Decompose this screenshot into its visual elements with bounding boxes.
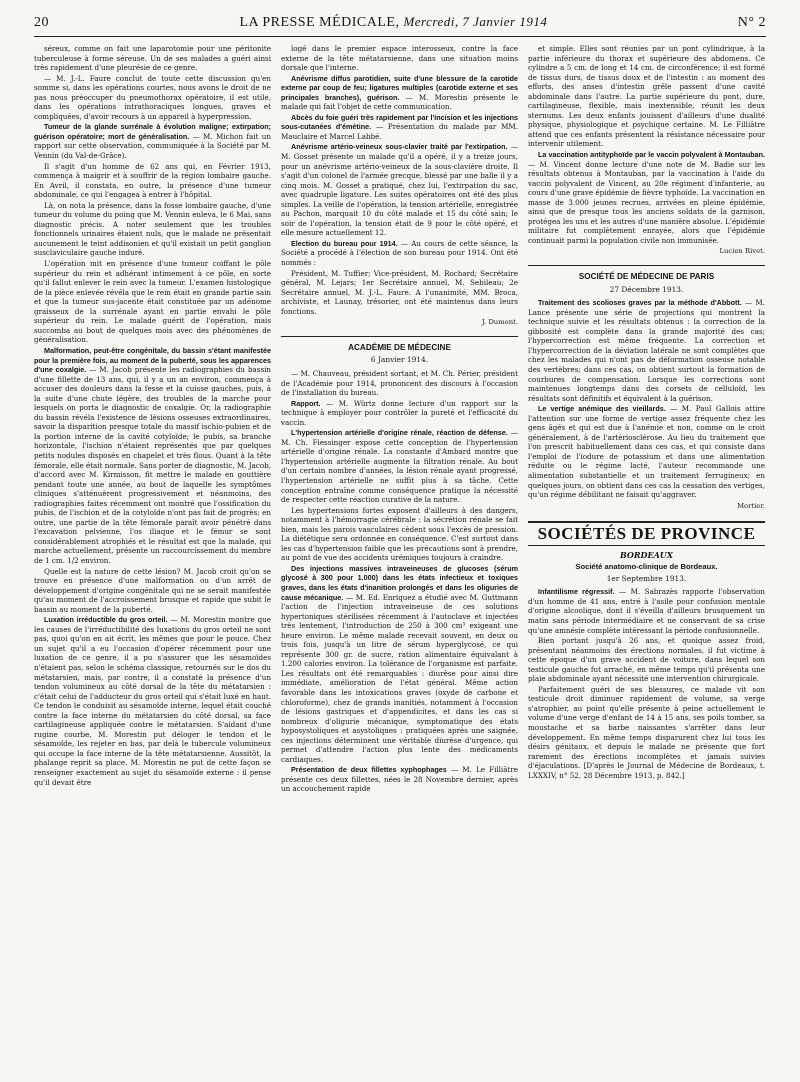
column-3 [528, 44, 765, 1074]
article-text: — M. Le Filliâtre présente ces deux fillettes, nées le 28 Novembre dernier, après un accouchement rapide [281, 765, 518, 794]
article-text: Bien portant jusqu'à 26 ans, et quoique assez froid, présentant néanmoins des érections normales, il fut victime à cette époque d'un grave accident de voiture, dans lequel son testicule gauche fut arraché, en même temps qu'il présenta une plaie abdominale ayant nécessité une intervention chirurgicale. [528, 636, 765, 684]
column-2-articles [281, 44, 518, 316]
article-paragraph [281, 44, 518, 73]
page-header [34, 14, 766, 37]
article-text: — M. Morestin présente le malade qui fait l'objet de cette communication. [281, 92, 518, 112]
article-paragraph [34, 615, 271, 787]
paris-articles [528, 298, 765, 499]
column-1 [34, 44, 271, 1074]
article-text: — M. Vincent donne lecture d'une note de M. Badie sur les résultats obtenus à Montauban, par la vaccination à l'aide du vaccin polyvalent de Vincent, au 20e régiment d'infanterie, au cours d'une grave épidémie de fièvre typhoïde. La vaccination en masse de 3.000 jeunes recrues, arrivées en pleine épidémie, ainsi que de presque tous les anciens soldats de la garnison, protégea les uns et les autres d'une manière absolue. L'épidémie militaire fut complètement enrayée, alors que l'épidémie continuait parmi la population civile non immunisée. [528, 159, 765, 245]
article-paragraph [281, 369, 518, 398]
article-paragraph [528, 636, 765, 684]
article-text: L'opération mit en présence d'une tumeur coiffant le pôle supérieur du rein et adhérant intimement à ce pôle, en sorte qu'il fallut enlever le rein avec la tumeur. L'examen histologique de la pièce enlevée révéla que le rein était en grande partie sain et que la tumeur sus-jacente était constituée par un adénome graisseux de la surrénale ayant en partie envahi le pôle supérieur du rein. Le malade guérit de l'opération, mais succomba au bout de quelques mois avec des phénomènes de généralisation. [34, 259, 271, 345]
article-heading: Traitement des scolioses graves par la méthode d'Abbott. [538, 298, 742, 308]
article-heading: Infantilisme régressif. [538, 587, 615, 597]
section-title-province: SOCIÉTÉS DE PROVINCE [528, 521, 765, 546]
article-text: — Présentation du malade par MM. Mauclaire et Marcel Labbé. [281, 122, 518, 141]
article-paragraph [34, 259, 271, 345]
province-society: Société anatomo-clinique de Bordeaux. [575, 562, 718, 572]
article-text: séreux, comme on fait une laparotomie pour une péritonite tuberculeuse à forme séreuse. Un de ses malades a guéri ainsi très rapidement d'une pleurésie de ce genre. [34, 44, 271, 73]
article-heading: Luxation irréductible du gros orteil. [44, 615, 168, 625]
article-text: Les hypertensions fortes exposent d'ailleurs à des dangers, notamment à l'hémorragie cérébrale : la sécrétion rénale se fait bien, mais les parois vasculaires cèdent sous l'excès de pression. La diététique sera ordonnée en conséquence. C'est surtout dans les cas d'hypertension faible que les précautions sont à prendre, au point de vue des accidents urémiques toujours à craindre. [281, 505, 518, 563]
article-text: — M. Paul Gallois attire l'attention sur une forme de vertige assez fréquente chez les gens âgés et qui est due à l'anémie et non, comme on le croit généralement, à de l'artériosclérose. Au lieu du traitement que l'on prescrit habituellement dans ces cas, et qui consiste dans l'emploi de l'iodure de potassium et dans une alimentation réduite ou le régime lacté, l'auteur recommande une alimentation substantielle et un traitement ferrugineux; en quelques jours, on obtient dans ces cas la cessation des vertiges, qu'un régime débilitant ne faisait qu'aggraver. [528, 404, 765, 500]
article-paragraph [528, 587, 765, 635]
article-paragraph [281, 564, 518, 764]
article-heading: Rapport. [291, 398, 321, 408]
article-heading: Anévrisme artério-veineux sous-clavier traité par l'extirpation. [291, 142, 508, 152]
article-text: Là, on nota la présence, dans la fosse lombaire gauche, d'une tumeur du volume du poing que M. Vennin enleva, le 6 Mai, sans diagnostic précis. A noter seulement que les troubles fonctionnels urinaires étaient nuls, que le malade ne présentait aucunement le teint addisonien et qu'il existait un petit ganglion susclaviculaire gauche induré. [34, 200, 271, 258]
article-text: Il s'agit d'un homme de 62 ans qui, en Février 1913, commença à maigrir et à souffrir de la région lombaire gauche. En Avril, il constata, en outre, la présence d'une tumeur abdominale, ce qui l'engagea à entrer à l'hôpital. [34, 161, 271, 200]
column-2 [281, 44, 518, 1074]
article-paragraph [528, 404, 765, 499]
article-paragraph [281, 428, 518, 504]
article-text: — M. Jacob présente les radiographies du bassin d'une fillette de 13 ans, qui, il y a un an environ, commença à accuser des douleurs dans la fesse et la cuisse gauches, puis, à la suite d'une chute légère, des troubles de la marche pour lesquels on porta le diagnostic de coxalgie. Or, la radiographie du bassin révéla l'existence de lésions osseuses extraordinaires, savoir la disparition presque totale du massif ischio-pubien et de la portion interne de la cavité cotyloïde; le pubis, sa branche horizontale, l'ischion n'étaient représentés que par quelques petits nodules disposés en chapelet et très flous. Quant à la tête fémorale, elle était normale. Sans porter de diagnostic, M. Jacob, d'accord avec M. Kirmisson, fit mettre le malade en gouttière pendant toute une année, au bout de laquelle les symptômes cliniques s'atténuèrent progressivement et néanmoins, des radiographies faites récemment ont montré que l'ossification du pubis, de l'ischion et de la cotyloïde n'ont pas fait de progrès; en outre, une partie de la tête fémorale paraît avoir pénétré dans l'excavation pelvienne, l'os iliaque et le fémur se sont considérablement atrophiés et le résultat est que la malade, qui marche actuellement, présente un raccourcissement du membre de 1 cm. 1/2 environ. [34, 365, 271, 565]
article-paragraph [34, 44, 271, 73]
article-heading: Malformation, peut-être congénitale, du bassin s'étant manifestée pour la première fois, au moment de la puberté, sous les apparences d'une coxalgie. [34, 345, 271, 375]
article-paragraph [34, 201, 271, 258]
column-1-articles [34, 44, 271, 787]
article-paragraph [528, 44, 765, 149]
article-paragraph [281, 399, 518, 428]
column-3-articles [528, 44, 765, 245]
article-paragraph [34, 346, 271, 566]
signature-rivet: Lucien Rivet. [719, 247, 765, 256]
section-date-paris: 27 Décembre 1913. [609, 284, 684, 294]
article-heading: Election du bureau pour 1914. [291, 238, 398, 248]
journal-title: LA PRESSE MÉDICALE, [239, 15, 400, 30]
academie-articles [281, 369, 518, 794]
issue-date: Mercredi, 7 Janvier 1914 [403, 14, 548, 29]
article-heading: La vaccination antityphoïde par le vaccin polyvalent à Montauban. [538, 150, 765, 160]
article-paragraph [34, 567, 271, 615]
article-paragraph [528, 685, 765, 780]
article-paragraph [34, 162, 271, 200]
article-paragraph [281, 113, 518, 142]
issue-number: N° 2 [737, 15, 766, 30]
section-title-paris: SOCIÉTÉ DE MÉDECINE DE PARIS [528, 265, 765, 282]
signature-mortier: Mortier. [737, 501, 765, 510]
article-paragraph [281, 239, 518, 268]
article-paragraph [281, 506, 518, 563]
article-heading: Abcès du foie guéri très rapidement par l'incision et les injections sous-cutanées d'émétine. [281, 112, 518, 132]
article-heading: Anévrisme diffus parotidien, suite d'une blessure de la carotide externe par coup de feu; ligatures multiples (carotide externe et ses principales branches), guérison. [281, 73, 518, 102]
article-paragraph [281, 74, 518, 112]
article-paragraph [281, 142, 518, 237]
section-date-academie: 6 Janvier 1914. [370, 355, 429, 365]
article-paragraph [528, 298, 765, 403]
article-text: logé dans le premier espace interosseux, contre la face externe de la tête métatarsienne, dans une situation moins dorsale que l'interne. [281, 44, 518, 73]
page-number: 20 [34, 15, 49, 30]
journal-masthead [239, 14, 547, 31]
article-heading: Présentation de deux fillettes xyphophages [291, 765, 447, 775]
article-text: — Au cours de cette séance, la Société a procédé à l'élection de son bureau pour 1914. Ont été nommés : [281, 238, 518, 268]
article-paragraph [34, 122, 271, 160]
article-text: — M. Würtz donne lecture d'un rapport sur la technique à employer pour contrôler la pureté et l'efficacité du vaccin. [281, 398, 518, 427]
article-heading: L'hypertension artérielle d'origine rénale, réaction de défense. [291, 428, 508, 438]
signature-dumont: J. Dumont. [481, 318, 518, 327]
article-heading: Des injections massives intraveineuses de glucoses (sérum glycosé à 300 pour 1.000) dans les états infectieux et toxiques graves, dans les états d'inanition prolongés et dans les oliguries de cause mécanique. [281, 563, 518, 602]
article-heading: Tumeur de la glande surrénale à évolution maligne; extirpation; guérison opératoire; mort de généralisation. [34, 122, 271, 141]
article-text: Président, M. Tuffier; Vice-président, M. Rochard; Secrétaire général, M. Lejars; 1er Secrétaire annuel, M. Sebileau; 2e Secrétaire annuel, M. J.-L. Faure. A l'unanimité, MM. Broca, archiviste, et Launay, trésorier, ont été maintenus dans leurs fonctions. [281, 268, 518, 316]
province-date: 1er Septembre 1913. [606, 573, 687, 583]
article-text: Quelle est la nature de cette lésion? M. Jacob croit qu'on se trouve en présence d'une malformation ou d'un arrêt de développement d'origine congénitale qui ne se serait manifestée qu'au moment de l'accroissement brusque et rapide que subit le bassin au moment de la puberté. [34, 566, 271, 614]
article-text: — M. Michon fait un rapport sur cette observation, communiquée à la Société par M. Vennin (du Val-de-Grâce). [34, 131, 271, 161]
article-text: — M. Chauveau, président sortant, et M. Ch. Périer, président de l'Académie pour 1914, prononcent des discours à l'occasion de l'installation du bureau. [281, 368, 518, 398]
article-text: — M. Morestin montre que les causes de l'irréductibilité des luxations du gros orteil ne sont pas, quoi qu'on en ait écrit, les mêmes que pour le pouce. Chez un sujet qu'il a eu l'occasion d'opérer récemment pour une luxation de ce genre, il a pu s'assurer que les sésamoïdes n'étaient pas, selon le schéma classique, retournés sur le dos du métatarsien, mais, par contre, il a constaté la présence d'un tendon volumineux au côté dorsal de la tête du métatarsien : c'était celui de l'adducteur du gros orteil qui s'était luxé en haut. Ce tendon le conduisit au sésamoïde interne, lequel était couché contre la face interne du métatarsien du côté dorsal, sa face cartilagineuse appliquée contre le métatarsien. S'aidant d'une rugine courbe, M. Morestin put déloger le tendon et le sésamoïde, les rejeter en bas, par delà le tubercule volumineux qui occupe la face interne de la tête métatarsienne. Aussitôt, la phalange reprit sa place. M. Morestin ne put de cette façon se renseigner exactement au sujet du sésamoïde externe : il pense qu'il devait être [34, 615, 271, 787]
article-heading: Le vertige anémique des vieillards. [538, 404, 666, 414]
article-paragraph [281, 269, 518, 317]
province-articles [528, 587, 765, 780]
article-text: — M. Ch. Fiessinger expose cette conception de l'hypertension artérielle d'origine rénale. La constante d'Ambard montre que l'hypertension artérielle augmente la filtration rénale. Au bout d'un certain nombre d'années, la lésion rénale ayant progressé, l'hypertension artérielle ne suffit plus à sa tâche. Cette conception entraîne comme conséquence pratique la nécessité de respecter cette réaction curative de la nature. [281, 428, 518, 505]
article-text: — M. Lance présente une série de projections qui montrent la technique suivie et les résultats obtenus : la correction de la gibbosité est complète dans la grande majorité des cas; l'hypercorrection est même fréquente. La correction et l'hypercorrection de la déviation latérale ne sont complètes que chez les malades qui n'ont pas de déformation osseuse notable des vertèbres; dans ces cas, on obtient surtout la formation de courbures de compensation. Lorsque les corrections sont maintenues longtemps dans des corsets de celluloïd, les résultats sont définitifs et équivalent à la guérison. [528, 298, 765, 403]
article-text: — M. Sabrazès rapporte l'observation d'un homme de 41 ans, entré à l'asile pour confusion mentale d'origine alcoolique, dont il s'éveilla d'ailleurs brusquement un matin sans période intermédiaire et ne conservant de sa crise qu'une amnésie complète intéressant la période confusionnelle. [528, 587, 765, 635]
province-city: BORDEAUX [620, 549, 673, 560]
article-text: Parfaitement guéri de ses blessures, ce malade vit son testicule droit diminuer rapidement de volume, sa verge s'atrophier, au point qu'elle présente à peine actuellement le volume d'une verge d'enfant de 14 à 15 ans, ses poils tomber, sa moustache et sa barbe naissantes s'arrêter dans leur développement. En même temps disparurent chez lui tous les désirs génitaux, et depuis le malade ne présente que fort rarement des érections incomplètes et jamais suivies d'éjaculations. [D'après le Journal de Médecine de Bordeaux, t. LXXXIV, n° 52, 28 Décembre 1913, p. 842.] [528, 684, 765, 780]
article-text: — M. J.-L. Faure conclut de toute cette discussion qu'en somme si, dans les opérations courtes, nous avons le droit de ne pas nous préoccuper du pneumothorax opératoire, il est utile, dans les opérations intrathoraciques longues, graves et compliquées, d'avoir recours à un appareil à hyperpression. [34, 73, 271, 121]
article-paragraph [528, 150, 765, 245]
article-paragraph [281, 765, 518, 794]
article-text: — M. Ed. Enriquez a étudié avec M. Guttmann l'action de l'injection intraveineuse de ces solutions hypertoniques stérilisées récemment à l'autoclave et injectées très lentement, l'introduction de 250 à 300 cm³ exigeant une heure environ. Le même malade recevait souvent, en deux ou trois fois, jusqu'à un litre de sérum hyperglycosé, ce qui représente 300 gr. de sucre, ration alimentaire équivalant à 1.200 calories environ. La tolérance de l'organisme est parfaite. Les résultats ont été remarquables : diurèse pour ainsi dire immédiate, amélioration de l'état général. Même action favorable dans les intoxications graves (oxyde de carbone et chloroforme), chez de grands inanitiés, notamment à l'occasion de lésions gastriques et d'appendicites, et dans les cas si nombreux d'oligurie mécanique, symptomatique des états hyposystoliques et asystoliques : pratiquées après une saignée, ces injections déterminent une véritable diurèse d'urgence, qui permet d'attendre l'action plus lente des médicaments cardiaques. [281, 592, 518, 764]
section-title-academie: ACADÉMIE DE MÉDECINE [281, 336, 518, 353]
article-text: — M. Gosset présente un malade qu'il a opéré, il y a treize jours, pour un anévrisme artério-veineux de la sous-clavière droite. Il s'agit d'un colonel de l'armée grecque, blessé par une balle il y a cinq mois. M. Gosset a pratiqué, chez lui, l'extirpation du sac, avec quadruple ligature. Les suites opératoires ont été des plus simples. La veille de l'opération, la tension artérielle, enregistrée au Pachon, marquait 10 du côté malade et 15 du côté sain; le soir de l'opération, la tension était de 9 pour le côté opéré, et elle mesure actuellement 12. [281, 142, 518, 238]
text-columns [34, 44, 766, 1074]
article-paragraph [34, 74, 271, 122]
article-text: et simple. Elles sont réunies par un pont cylindrique, à la partie inférieure du thorax et supérieure des abdomens. Ce cylindre a 5 cm. de long et 14 cm. de circonférence; il est formé de tissus durs, de tissus doux et de l'intestin : au moment des efforts, des anses d'intestin grêle passent d'une cavité abdominale dans l'autre. La partie supérieure du pont, dure, cartilagineuse, flexible, mais inextensible, réunit les deux sternums. Les deux enfants jouissent d'ailleurs d'une dualité physique, physiologique et psychique certaine. M. Le Filliâtre attend que ces enfants présentent la résistance nécessaire pour intervenir utilement. [528, 44, 765, 149]
